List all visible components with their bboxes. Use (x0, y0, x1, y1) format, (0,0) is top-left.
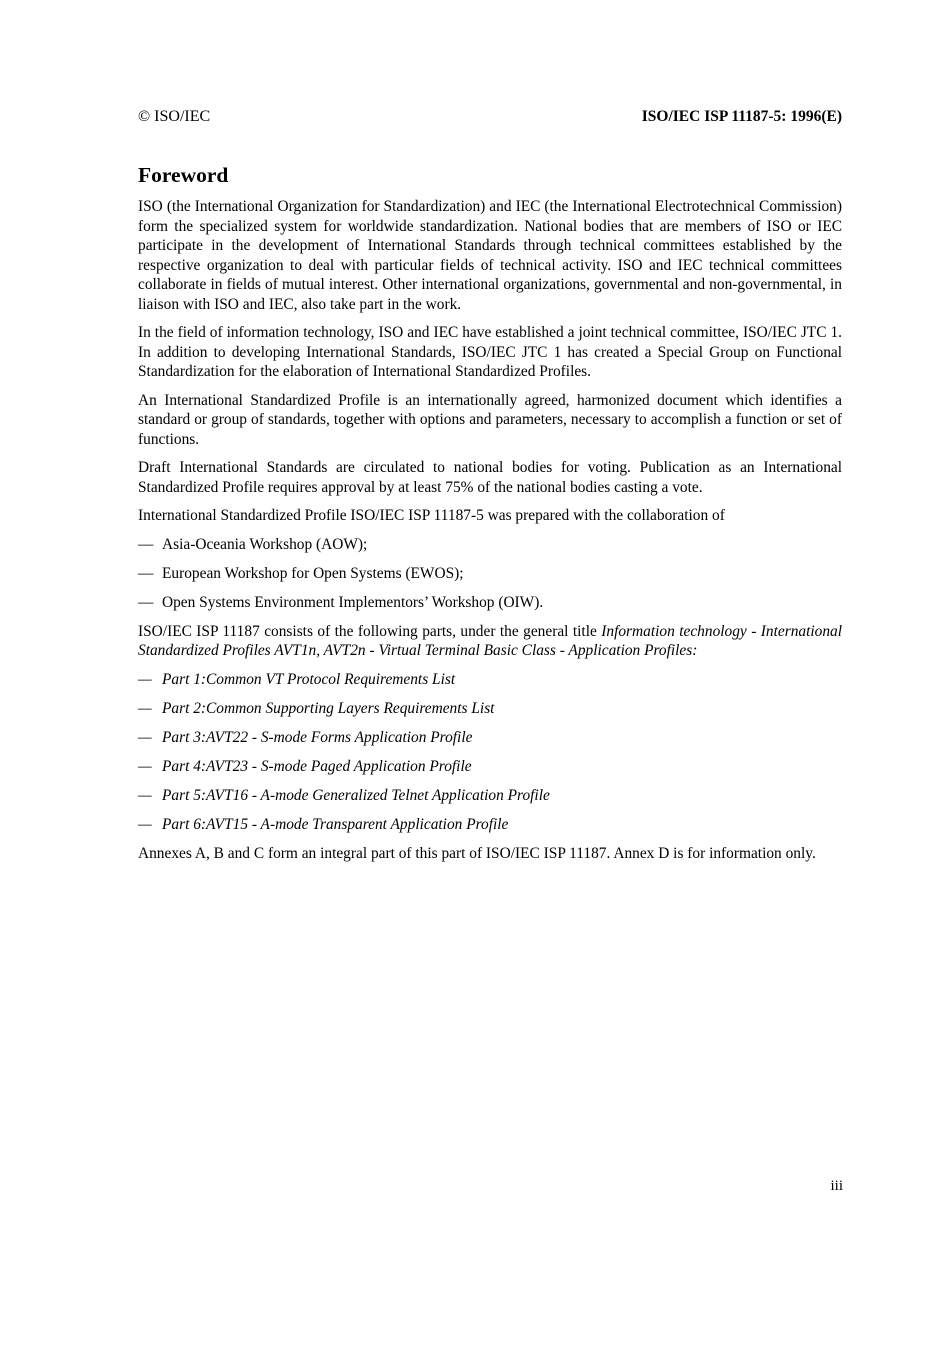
workshop-list-item (138, 564, 842, 584)
dash-bullet: — (138, 535, 154, 553)
paragraph: Draft International Standards are circulated to national bodies for voting. Publication as an International Standardized Profile requires approval by at least 75% of the national bodies casting a vote. (138, 459, 842, 496)
annex-note: Annexes A, B and C form an integral part of this part of ISO/IEC ISP 11187. Annex D is for information only. (138, 844, 816, 862)
workshop-list-item (138, 593, 842, 613)
paragraph: ISO (the International Organization for Standardization) and IEC (the International Electrotechnical Commission) form the specialized system for worldwide standardization. National bodies that are members of ISO or IEC participate in the development of International Standards through technical committees established by the respective organization to deal with particular fields of technical activity. ISO and IEC technical committees collaborate in fields of mutual interest. Other international organizations, governmental and non-governmental, in liaison with ISO and IEC, also take part in the work. (138, 198, 842, 313)
part-title: Part 4:AVT23 - S-mode Paged Application Profile (162, 757, 472, 775)
part-title: Part 5:AVT16 - A-mode Generalized Telnet Application Profile (162, 786, 550, 804)
dash-bullet: — (138, 815, 152, 833)
part-title: Part 3:AVT22 - S-mode Forms Application Profile (162, 728, 473, 746)
document-id: ISO/IEC ISP 11187-5: 1996(E) (641, 108, 842, 125)
part-title: Part 6:AVT15 - A-mode Transparent Application Profile (162, 815, 509, 833)
part-list-item (138, 670, 842, 690)
part-list-item (138, 786, 842, 806)
part-list-item (138, 815, 842, 835)
dash-bullet: — (138, 564, 154, 582)
workshop-name: Asia-Oceania Workshop (AOW); (162, 535, 368, 553)
dash-bullet: — (138, 593, 154, 611)
part-title: Part 2:Common Supporting Layers Requirements List (162, 699, 495, 717)
paragraph: International Standardized Profile ISO/IEC ISP 11187-5 was prepared with the collaboration of (138, 507, 725, 524)
part-list-item (138, 699, 842, 719)
page-header (138, 108, 842, 130)
parts-intro-paragraph (138, 622, 842, 661)
part-list-item (138, 757, 842, 777)
page-number: iii (830, 1178, 843, 1194)
paragraph: An International Standardized Profile is an internationally agreed, harmonized document which identifies a standard or group of standards, together with options and parameters, necessary to accomplish a function or set of functions. (138, 391, 842, 448)
dash-bullet: — (138, 786, 152, 804)
section-title: Foreword (138, 163, 229, 187)
dash-bullet: — (138, 728, 152, 746)
dash-bullet: — (138, 757, 152, 775)
foreword-section (138, 160, 842, 872)
part-list-item (138, 728, 842, 748)
dash-bullet: — (138, 670, 152, 688)
paragraph: In the field of information technology, ISO and IEC have established a joint technical committee, ISO/IEC JTC 1. In addition to developing International Standards, ISO/IEC JTC 1 has created a Special Group on Functional Standardization for the elaboration of International Standardized Profiles. (138, 324, 842, 380)
parts-general-title: Information technology - International Standardized Profiles AVT1n, AVT2n - Virtual Terminal Basic Class - Application Profiles: (138, 622, 843, 659)
parts-intro-text: ISO/IEC ISP 11187 consists of the following parts, under the general title (138, 622, 602, 640)
workshop-name: European Workshop for Open Systems (EWOS); (162, 564, 464, 582)
dash-bullet: — (138, 699, 152, 717)
workshop-name: Open Systems Environment Implementors’ Workshop (OIW). (162, 593, 544, 611)
copyright-label: © ISO/IEC (138, 108, 211, 125)
workshop-list-item (138, 535, 842, 555)
part-title: Part 1:Common VT Protocol Requirements List (162, 670, 456, 688)
